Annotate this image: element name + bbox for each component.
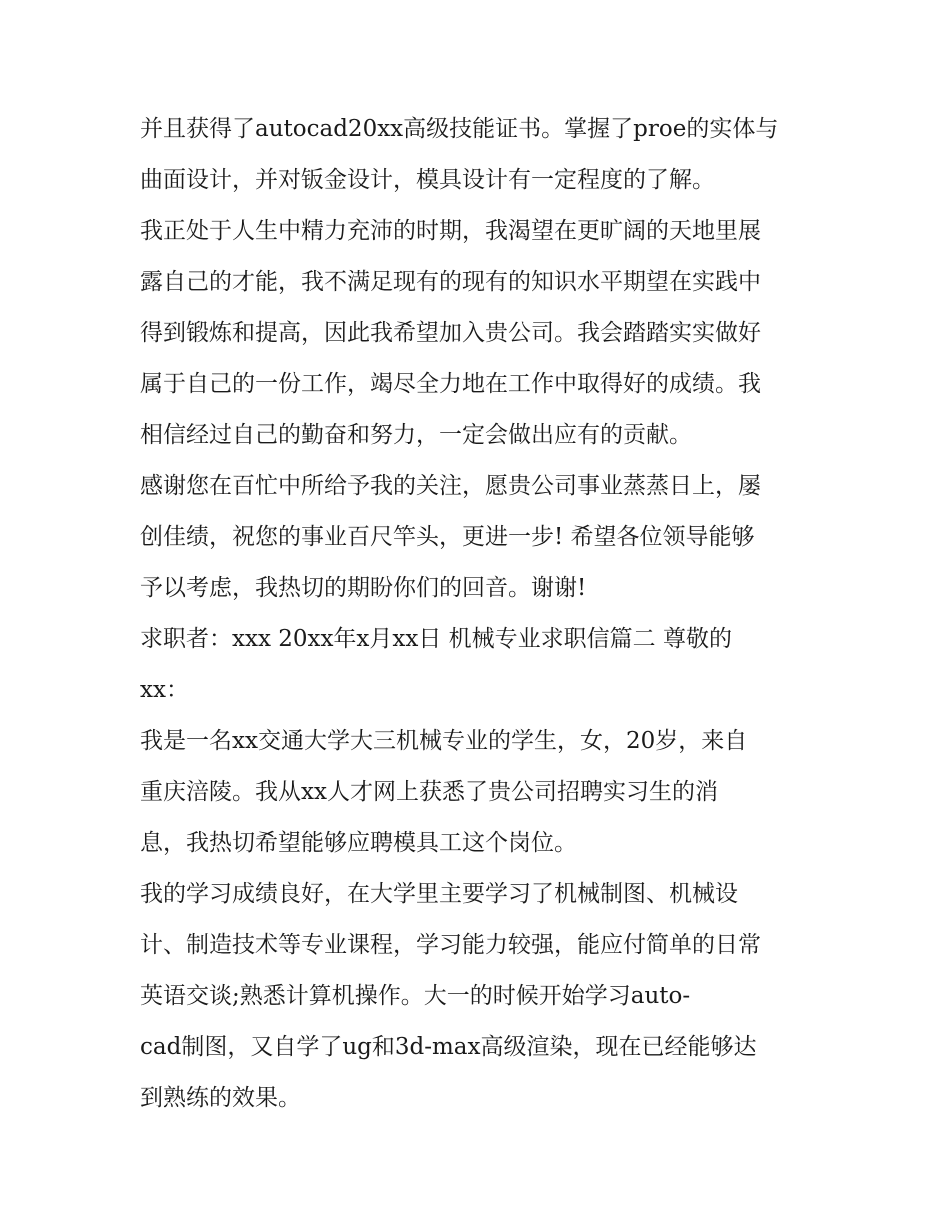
text-line: 我是一名xx交通大学大三机械专业的学生，女，20岁，来自 bbox=[140, 728, 748, 754]
text-line: 我正处于人生中精力充沛的时期，我渴望在更旷阔的天地里展 bbox=[140, 218, 761, 244]
text-line: 重庆涪陵。我从xx人才网上获悉了贵公司招聘实习生的消 bbox=[140, 779, 718, 805]
text-line: 得到锻炼和提高，因此我希望加入贵公司。我会踏踏实实做好 bbox=[140, 320, 761, 346]
text-line: 露自己的才能，我不满足现有的现有的知识水平期望在实践中 bbox=[140, 269, 761, 295]
text-line: 相信经过自己的勤奋和努力，一定会做出应有的贡献。 bbox=[140, 422, 692, 448]
text-line: 曲面设计，并对钣金设计，模具设计有一定程度的了解。 bbox=[140, 167, 715, 193]
text-line: 求职者：xxx 20xx年x月xx日 机械专业求职信篇二 尊敬的 bbox=[140, 626, 732, 652]
text-line: 到熟练的效果。 bbox=[140, 1085, 301, 1111]
text-line: 息，我热切希望能够应聘模具工这个岗位。 bbox=[140, 830, 577, 856]
text-line: 予以考虑，我热切的期盼你们的回音。谢谢! bbox=[140, 575, 587, 601]
text-line: 创佳绩，祝您的事业百尺竿头，更进一步! 希望各位领导能够 bbox=[140, 524, 755, 550]
text-line: 计、制造技术等专业课程，学习能力较强，能应付简单的日常 bbox=[140, 932, 761, 958]
text-line: 英语交谈;熟悉计算机操作。大一的时候开始学习auto- bbox=[140, 983, 691, 1009]
text-line: 我的学习成绩良好，在大学里主要学习了机械制图、机械设 bbox=[140, 881, 738, 907]
text-line: xx： bbox=[140, 677, 189, 703]
text-line: 感谢您在百忙中所给予我的关注，愿贵公司事业蒸蒸日上，屡 bbox=[140, 473, 761, 499]
text-line: 属于自己的一份工作，竭尽全力地在工作中取得好的成绩。我 bbox=[140, 371, 761, 397]
letter-body bbox=[140, 104, 830, 1124]
text-line: 并且获得了autocad20xx高级技能证书。掌握了proe的实体与 bbox=[140, 116, 779, 142]
text-line: cad制图，又自学了ug和3d-max高级渲染，现在已经能够达 bbox=[140, 1034, 757, 1060]
